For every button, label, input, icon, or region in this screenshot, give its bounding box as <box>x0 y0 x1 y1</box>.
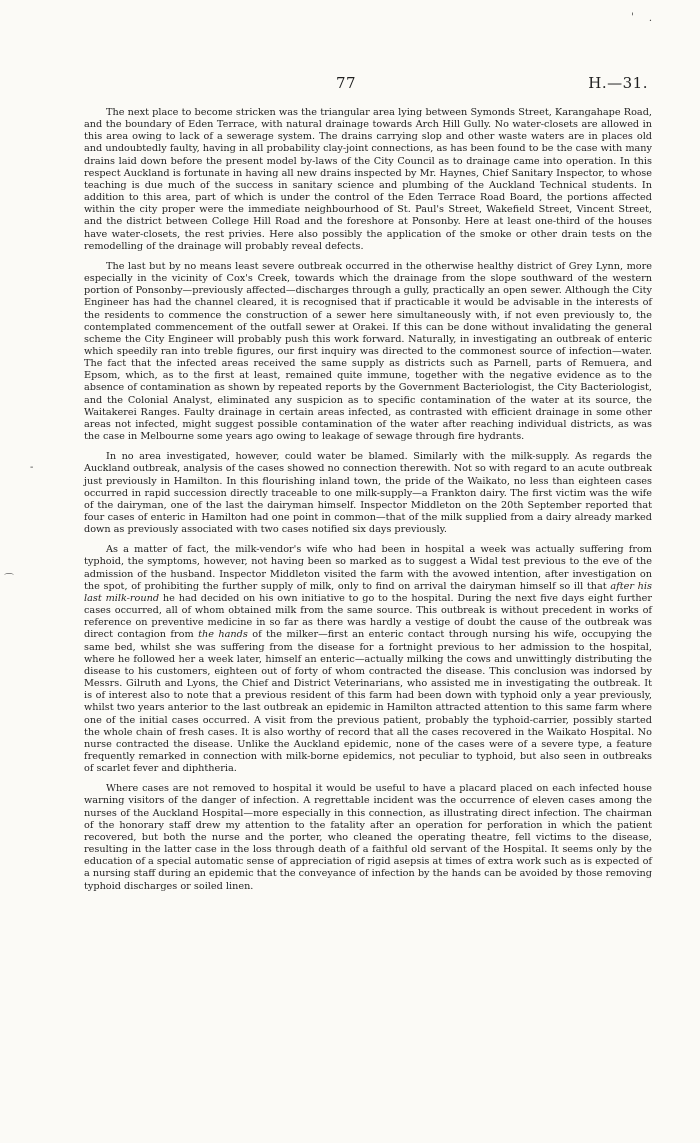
paragraph-milk-supply: In no area investigated, however, could water be blamed. Similarly with the milk-supply. As regards the Auckland outbreak, analysis of the cases showed no connection therewith. Not so with regard to an acute outbreak just previously in Hamilton. In this flourishing inland town, the pride of the Waikato, no less than eighteen cases occurred in rapid succession directly traceable to one milk-supply—a Frankton dairy. The first victim was the wife of the dairyman, one of the last the dairyman himself. Inspector Middleton on the 20th September reported that four cases of enteric in Hamilton had one point in common—that of the milk supplied from a dairy already marked down as previously associated with two cases notified six days previously. <box>84 451 652 536</box>
italic-phrase: after his last milk-round <box>84 580 652 604</box>
paragraph-grey-lynn: The last but by no means least severe outbreak occurred in the otherwise healthy district of Grey Lynn, more especially in the vicinity of Cox's Creek, towards which the drainage from the slope southward of the western portion of Ponsonby—previously affected—discharges through a gully, practically an open sewer. Although the City Engineer has had the channel cleared, it is recognised that if practicable it would be advisable in the interests of the residents to commence the construction of a sewer here simultaneously with, if not even previously to, the contemplated commencement of the outfall sewer at Orakei. If this can be done without invalidating the general scheme the City Engineer will probably push this work forward. Naturally, in investigating an outbreak of enteric which speedily ran into treble figures, our first inquiry was directed to the commonest source of infection—water. The fact that the infected areas received the same supply as districts such as Parnell, parts of Remuera, and Epsom, which, as to the first at least, remained quite immune, together with the negative evidence as to the absence of contamination as shown by repeated reports by the Government Bacteriologist, the City Bacteriologist, and the Colonial Analyst, eliminated any suspicion as to specific contamination of the water at its source, the Waitakerei Ranges. Faulty drainage in certain areas infected, as contrasted with efficient drainage in some other areas not infected, might suggest possible contamination of the water after reaching individual districts, as was the case in Melbourne some years ago owing to leakage of sewage through fire hydrants. <box>84 260 652 443</box>
paragraph-eden-terrace: The next place to become stricken was the triangular area lying between Symonds Street, Karangahape Road, and the boundary of Eden Terrace, with natural drainage towards Arch Hill Gully. No water-closets are allowed in this area owing to lack of a sewerage system. The drains carrying slop and other waste waters are in places old and undoubtedly faulty, having in all probability clay-joint connections, as has been found to be the case with many drains laid down before the present model by-laws of the City Council as to drainage came into operation. In this respect Auckland is fortunate in having all new drains inspected by Mr. Haynes, Chief Sanitary Inspector, to whose teaching is due much of the success in sanitary science and plumbing of the Auckland Technical students. In addition to this area, part of which is under the control of the Eden Terrace Road Board, the portions affected within the city proper were the immediate neighbourhood of St. Paul's Street, Wakefield Street, Vincent Street, and the district between College Hill Road and the foreshore at Ponsonby. Here at least one-third of the houses have water-closets, the rest privies. Here also possibly the application of the smoke or other drain tests on the remodelling of the drainage will probably reveal defects. <box>84 107 652 252</box>
paragraph-hamilton-outbreak <box>84 544 652 775</box>
body-text <box>84 107 652 901</box>
paragraph-text: of the milker—first an enteric contact through nursing his wife, occupying the same bed, whilst she was suffering from the disease for a fortnight previous to her admission to the hospital, where he followed her a week later, himself an enteric—actually milking the cows and unwittingly distributing the disease to his customers, eighteen out of forty of whom contracted the disease. This conclusion was indorsed by Messrs. Gilruth and Lyons, the Chief and District Veterinarians, who assisted me in investigating the outbreak. It is of interest also to note that a previous resident of this farm had been down with typhoid only a year previously, whilst two years anterior to the last outbreak an epidemic in Hamilton attracted attention to this same farm where one of the initial cases occurred. A visit from the previous patient, probably the typhoid-carrier, possibly started the whole chain of fresh cases. It is also worthy of record that all the cases recovered in the Waikato Hospital. No nurse contracted the disease. Unlike the Auckland epidemic, none of the cases were of a severe type, a feature frequently remarked in connection with milk-borne epidemics, not peculiar to typhoid, but also seen in outbreaks of scarlet fever and diphtheria. <box>84 629 652 775</box>
page-number: 77 <box>336 74 357 92</box>
page-header <box>108 74 648 94</box>
margin-mark: ⌒ <box>4 574 14 585</box>
margin-mark: ' <box>631 12 634 23</box>
paragraph-text: he had decided on his own initiative to go to the hospital. During the next five days eight further cases occurred, all of whom obtained milk from the same source. This outbreak is without precedent in works of reference on preventive medicine in so far as there was hardly a vestige of doubt the cause of the outbreak was direct contagion from <box>84 592 652 641</box>
document-reference: H.—31. <box>588 74 648 92</box>
margin-mark: - <box>30 462 34 473</box>
paragraph-hospital-infection: Where cases are not removed to hospital it would be useful to have a placard placed on each infected house warning visitors of the danger of infection. A regrettable incident was the occurrence of eleven cases among the nurses of the Auckland Hospital—more especially in this connection, as illustrating direct infection. The chairman of the honorary staff drew my attention to the fatality after an operation for perforation in which the patient recovered, but both the nurse and the porter, who cleaned the operating theatre, fell victims to the disease, resulting in the latter case in the loss through death of a faithful old servant of the Hospital. It seems only by the education of a special automatic sense of appreciation of rigid asepsis at times of extra work such as is expected of a nursing staff during an epidemic that the conveyance of infection by the hands can be avoided by those removing typhoid discharges or soiled linen. <box>84 783 652 892</box>
margin-mark: · <box>648 16 652 27</box>
paragraph-text: As a matter of fact, the milk-vendor's wife who had been in hospital a week was actually suffering from typhoid, the symptoms, however, not having been so marked as to suggest a Widal test previous to the eve of the admission of the husband. Inspector Middleton visited the farm with the avowed intention, after investigation on the spot, of prohibiting the further supply of milk, only to find on arrival the dairyman himself so ill that <box>84 544 652 592</box>
italic-phrase: the hands <box>198 629 248 641</box>
